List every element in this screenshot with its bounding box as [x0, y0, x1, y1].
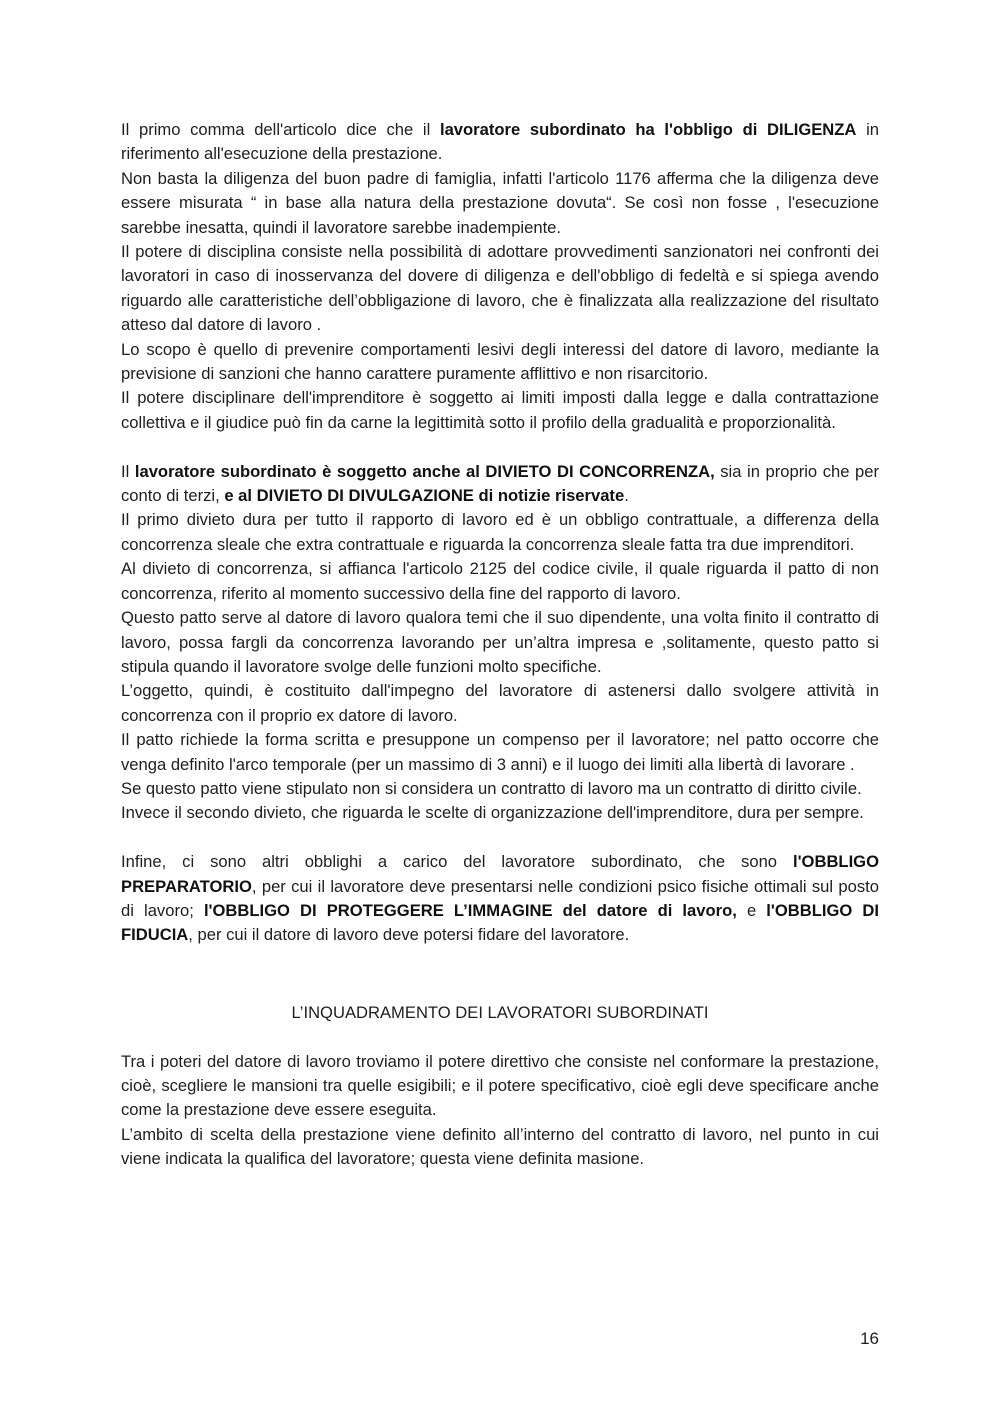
- text-run: in riferimento all'esecuzione della prestazione.: [121, 120, 879, 164]
- paragraph-divieto-concorrenza: [121, 460, 879, 509]
- blank-space: [121, 948, 879, 1001]
- text-run: Infine, ci sono altri obblighi a carico del lavoratore subordinato, che sono: [121, 852, 793, 872]
- blank-line: [121, 435, 879, 459]
- text-run: sia in proprio che per conto di terzi,: [121, 461, 879, 506]
- paragraph: Questo patto serve al datore di lavoro qualora temi che il suo dipendente, una volta finito il contratto di lavoro, possa fargli da concorrenza lavorando per un’altra impresa e ,solitamente, questo patto si stipula quando il lavoratore svolge delle funzioni molto specifiche.: [121, 608, 879, 676]
- paragraph: L’ambito di scelta della prestazione viene definito all’interno del contratto di lavoro, nel punto in cui viene indicata la qualifica del lavoratore; questa viene definita masione.: [121, 1124, 879, 1169]
- text-run: , per cui il lavoratore deve presentarsi nelle condizioni psico fisiche ottimali sul posto di lavoro;: [121, 876, 879, 920]
- bold-run: e al DIVIETO DI DIVULGAZIONE di notizie riservate: [224, 486, 625, 506]
- text-run: e: [736, 900, 767, 920]
- blank-line: [121, 826, 879, 850]
- paragraph: Non basta la diligenza del buon padre di famiglia, infatti l'articolo 1176 afferma che la diligenza deve essere misurata “ in base alla natura della prestazione dovuta“. Se così non fosse , l'esecuzione sarebbe inesatta, quindi il lavoratore sarebbe inadempiente.: [121, 168, 879, 237]
- paragraph-diligenza: [121, 118, 879, 167]
- page-number: 16: [860, 1329, 879, 1348]
- paragraph: Lo scopo è quello di prevenire comportamenti lesivi degli interessi del datore di lavoro, mediante la previsione di sanzioni che hanno carattere puramente afflittivo e non risarcitorio.: [121, 339, 879, 384]
- paragraph: Il patto richiede la forma scritta e presuppone un compenso per il lavoratore; nel patto occorre che venga definito l'arco temporale (per un massimo di 3 anni) e il luogo dei limiti alla libertà di lavorare .: [121, 730, 879, 774]
- bold-run: l'OBBLIGO PREPARATORIO: [121, 852, 879, 896]
- paragraph: Il primo divieto dura per tutto il rapporto di lavoro ed è un obbligo contrattuale, a differenza della concorrenza sleale che extra contrattuale e riguarda la concorrenza sleale fatta tra due imprenditori.: [121, 510, 879, 554]
- bold-run: lavoratore subordinato è soggetto anche al DIVIETO DI CONCORRENZA,: [134, 461, 715, 481]
- bold-run: l'OBBLIGO DI FIDUCIA: [121, 900, 879, 945]
- paragraph-altri-obblighi: [121, 850, 879, 948]
- blank-line: [121, 1025, 879, 1049]
- paragraph: Invece il secondo divieto, che riguarda le scelte di organizzazione dell'imprenditore, dura per sempre.: [121, 803, 864, 823]
- text-run: .: [624, 486, 629, 506]
- paragraph: Tra i poteri del datore di lavoro troviamo il potere direttivo che consiste nel conformare la prestazione, cioè, scegliere le mansioni tra quelle esigibili; e il potere specificativo, cioè egli deve specificare anche come la prestazione deve essere eseguita.: [121, 1051, 879, 1120]
- text-run: Il: [121, 461, 135, 481]
- paragraph: Il potere disciplinare dell'imprenditore è soggetto ai limiti imposti dalla legge e dalla contrattazione collettiva e il giudice può fin da carne la legittimità sotto il profilo della gradualità e proporzionalità.: [121, 388, 879, 432]
- section-heading: L’INQUADRAMENTO DEI LAVORATORI SUBORDINATI: [291, 1002, 709, 1022]
- bold-run: lavoratore subordinato ha l'obbligo di DILIGENZA: [439, 120, 857, 139]
- paragraph: L’oggetto, quindi, è costituito dall'impegno del lavoratore di astenersi dallo svolgere attività in concorrenza con il proprio ex datore di lavoro.: [121, 681, 879, 725]
- paragraph: Se questo patto viene stipulato non si considera un contratto di lavoro ma un contratto di diritto civile.: [121, 778, 862, 798]
- text-run: , per cui il datore di lavoro deve potersi fidare del lavoratore.: [188, 925, 630, 945]
- text-run: Il primo comma dell'articolo dice che il: [121, 120, 440, 139]
- paragraph: Al divieto di concorrenza, si affianca l'articolo 2125 del codice civile, il quale riguarda il patto di non concorrenza, riferito al momento successivo della fine del rapporto di lavoro.: [121, 559, 879, 603]
- document-page: [121, 118, 879, 1172]
- paragraph: Il potere di disciplina consiste nella possibilità di adottare provvedimenti sanzionatori nei confronti dei lavoratori in caso di inosservanza del dovere di diligenza e dell'obbligo di fedeltà e si spiega avendo riguardo alle caratteristiche dell’obbligazione di lavoro, che è finalizzata alla realizzazione del risultato atteso dal datore di lavoro .: [121, 242, 879, 335]
- bold-run: l'OBBLIGO DI PROTEGGERE L’IMMAGINE del datore di lavoro,: [203, 900, 737, 920]
